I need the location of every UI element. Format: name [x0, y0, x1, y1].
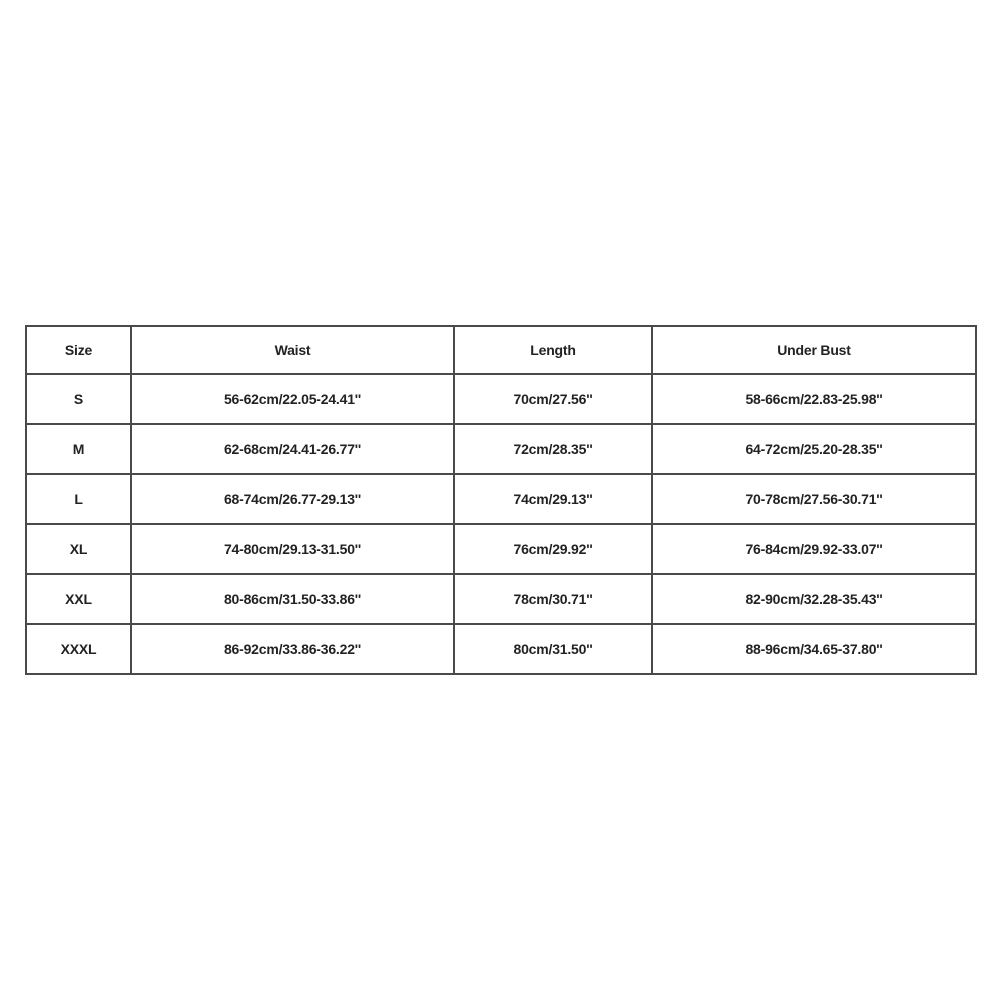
cell-length: 80cm/31.50''	[454, 624, 652, 674]
cell-waist: 62-68cm/24.41-26.77''	[131, 424, 454, 474]
header-waist: Waist	[131, 326, 454, 374]
cell-length: 78cm/30.71''	[454, 574, 652, 624]
cell-waist: 74-80cm/29.13-31.50''	[131, 524, 454, 574]
cell-under-bust: 82-90cm/32.28-35.43''	[652, 574, 976, 624]
cell-under-bust: 88-96cm/34.65-37.80''	[652, 624, 976, 674]
cell-waist: 56-62cm/22.05-24.41''	[131, 374, 454, 424]
size-chart-table	[25, 325, 977, 675]
cell-under-bust: 58-66cm/22.83-25.98''	[652, 374, 976, 424]
cell-under-bust: 76-84cm/29.92-33.07''	[652, 524, 976, 574]
cell-length: 74cm/29.13''	[454, 474, 652, 524]
table-row	[26, 574, 976, 624]
header-length: Length	[454, 326, 652, 374]
cell-waist: 86-92cm/33.86-36.22''	[131, 624, 454, 674]
cell-size: XXL	[26, 574, 131, 624]
cell-under-bust: 64-72cm/25.20-28.35''	[652, 424, 976, 474]
table-header-row	[26, 326, 976, 374]
header-under-bust: Under Bust	[652, 326, 976, 374]
cell-length: 76cm/29.92''	[454, 524, 652, 574]
cell-waist: 80-86cm/31.50-33.86''	[131, 574, 454, 624]
cell-waist: 68-74cm/26.77-29.13''	[131, 474, 454, 524]
cell-length: 72cm/28.35''	[454, 424, 652, 474]
cell-size: L	[26, 474, 131, 524]
table-row	[26, 424, 976, 474]
table-row	[26, 374, 976, 424]
cell-size: S	[26, 374, 131, 424]
table-row	[26, 474, 976, 524]
cell-length: 70cm/27.56''	[454, 374, 652, 424]
table-row	[26, 624, 976, 674]
cell-size: XL	[26, 524, 131, 574]
cell-under-bust: 70-78cm/27.56-30.71''	[652, 474, 976, 524]
cell-size: M	[26, 424, 131, 474]
header-size: Size	[26, 326, 131, 374]
table-row	[26, 524, 976, 574]
cell-size: XXXL	[26, 624, 131, 674]
